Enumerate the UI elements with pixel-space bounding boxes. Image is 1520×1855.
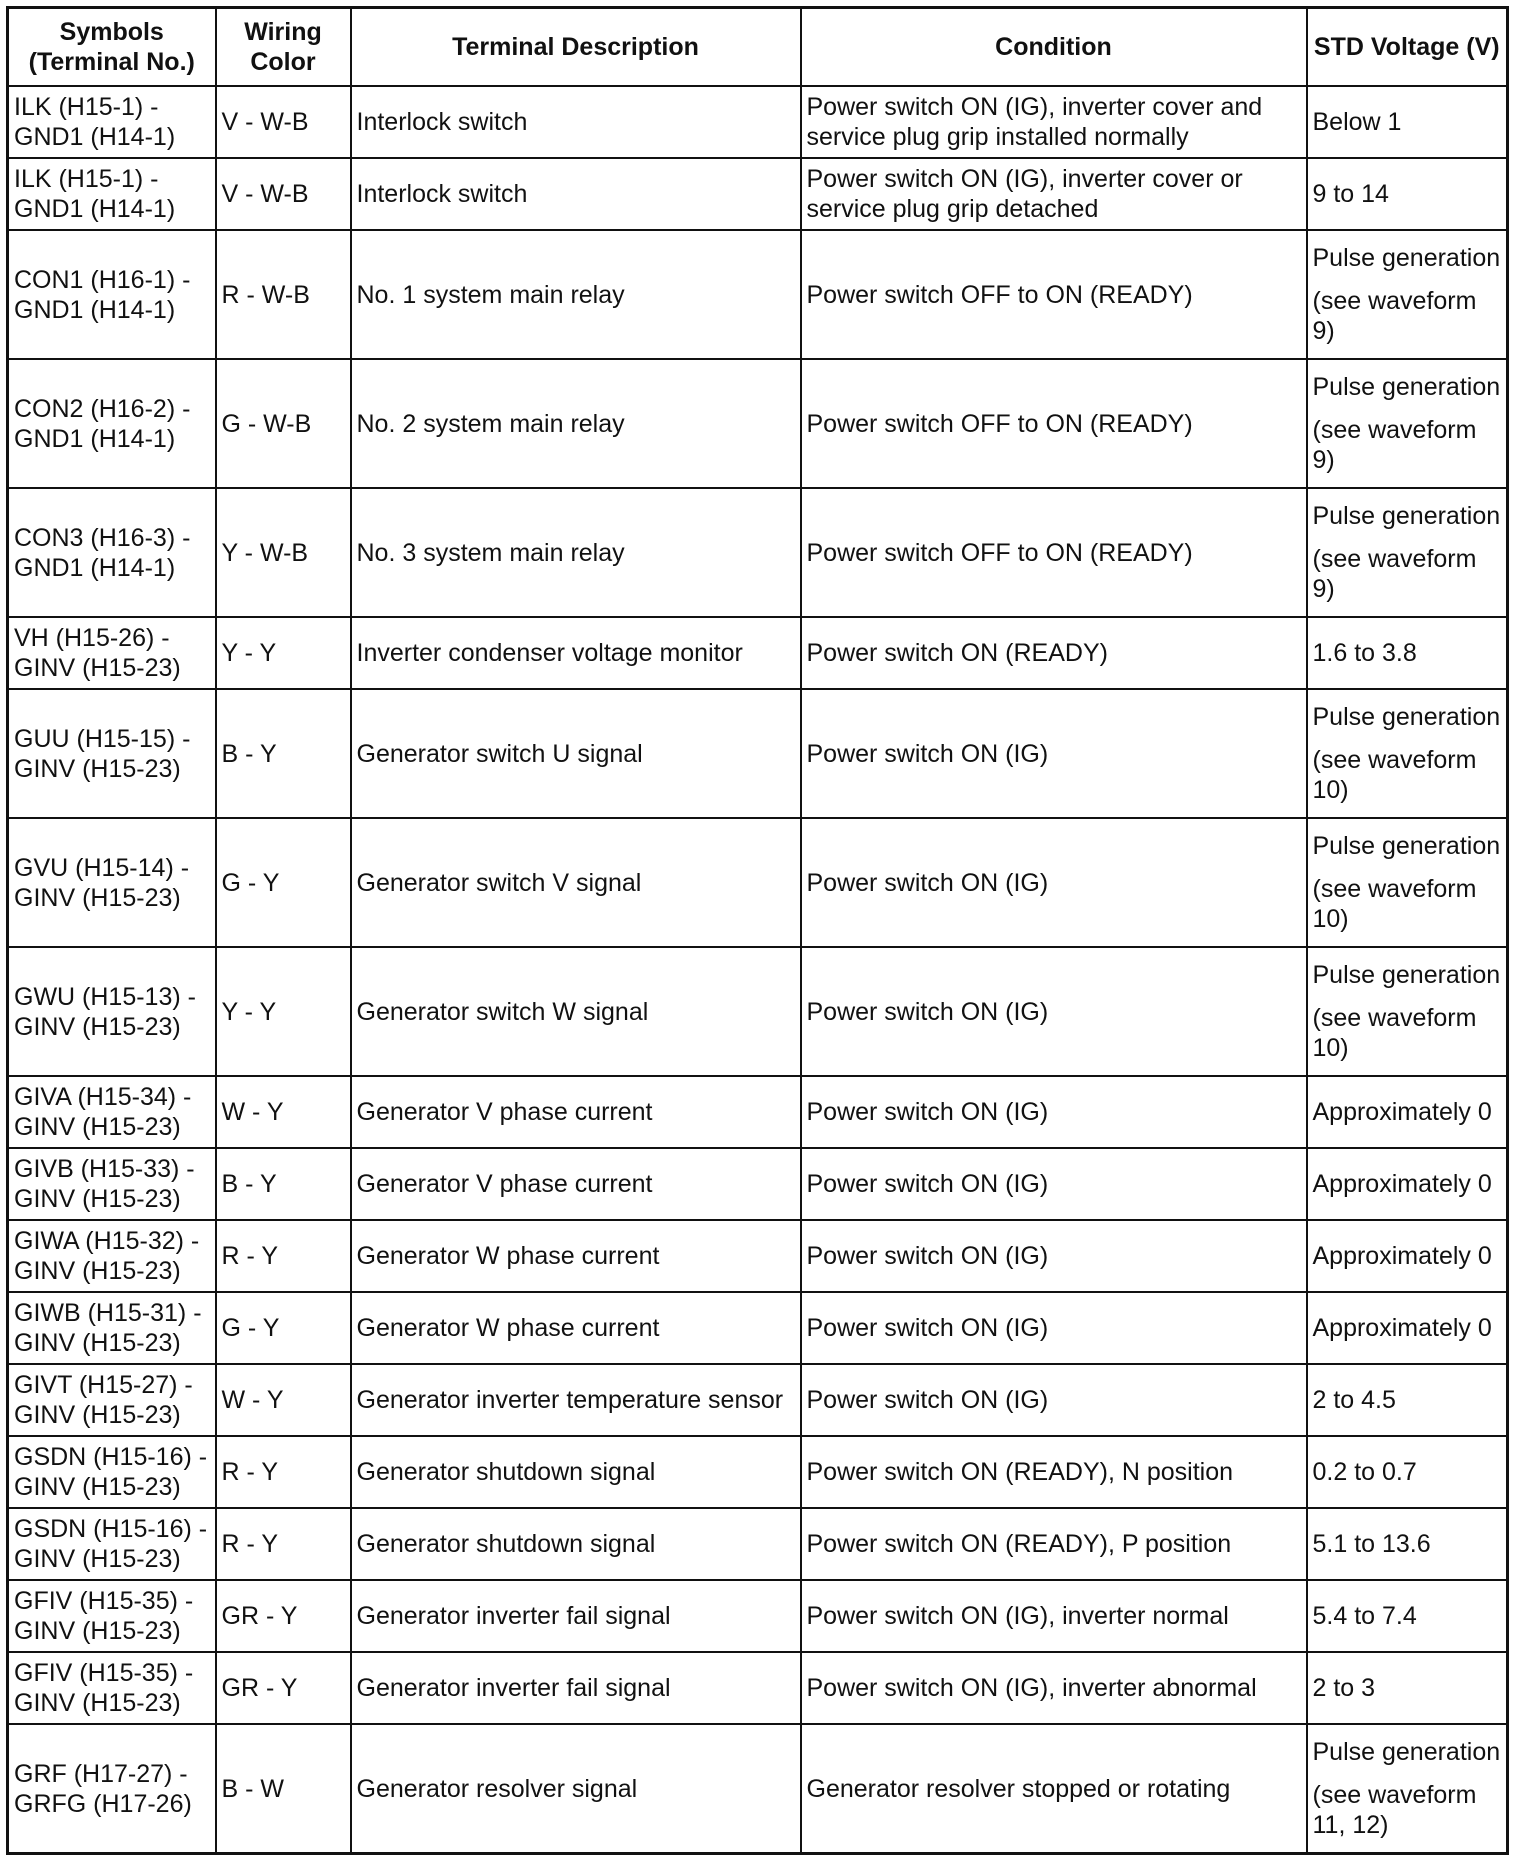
cell-symbols xyxy=(8,617,216,689)
table-row xyxy=(8,1220,1508,1292)
table-row xyxy=(8,1364,1508,1436)
symbol-ground: GINV (H15-23) xyxy=(14,1257,181,1285)
table-row xyxy=(8,86,1508,158)
cell-symbols xyxy=(8,230,216,359)
header-wiring-line1: Wiring xyxy=(244,18,322,46)
table-row xyxy=(8,818,1508,947)
cell-wiring-color: Y - Y xyxy=(216,947,351,1076)
cell-condition: Power switch OFF to ON (READY) xyxy=(801,230,1307,359)
symbol-terminal: GRF (H17-27) - xyxy=(14,1759,188,1788)
symbol-ground: GINV (H15-23) xyxy=(14,1545,181,1573)
cell-condition: Power switch ON (IG), inverter cover or service plug grip detached xyxy=(801,158,1307,230)
cell-condition: Power switch ON (IG) xyxy=(801,689,1307,818)
cell-voltage xyxy=(1307,488,1508,617)
table-row xyxy=(8,947,1508,1076)
cell-symbols xyxy=(8,86,216,158)
symbol-ground: GINV (H15-23) xyxy=(14,1329,181,1357)
cell-description: Generator resolver signal xyxy=(351,1724,801,1854)
cell-symbols xyxy=(8,1292,216,1364)
symbol-terminal: GIVT (H15-27) - xyxy=(14,1371,193,1399)
symbol-ground: GND1 (H14-1) xyxy=(14,123,176,151)
cell-condition: Power switch ON (IG) xyxy=(801,947,1307,1076)
cell-wiring-color: R - Y xyxy=(216,1220,351,1292)
cell-description: Generator switch V signal xyxy=(351,818,801,947)
cell-voltage: 5.1 to 13.6 xyxy=(1307,1508,1508,1580)
voltage-waveform-note: (see waveform 9) xyxy=(1312,287,1477,345)
cell-condition: Power switch ON (IG), inverter cover and service plug grip installed normally xyxy=(801,86,1307,158)
cell-voltage: 2 to 4.5 xyxy=(1307,1364,1508,1436)
symbol-terminal: CON2 (H16-2) - xyxy=(14,394,191,423)
terminal-table xyxy=(6,6,1509,1855)
table-row xyxy=(8,1436,1508,1508)
cell-symbols xyxy=(8,1220,216,1292)
cell-wiring-color: G - Y xyxy=(216,1292,351,1364)
cell-description: Interlock switch xyxy=(351,86,801,158)
symbol-ground: GINV (H15-23) xyxy=(14,654,181,682)
cell-wiring-color: B - Y xyxy=(216,689,351,818)
table-row xyxy=(8,1652,1508,1724)
voltage-value: Pulse generation xyxy=(1312,961,1501,989)
table-row xyxy=(8,689,1508,818)
table-body xyxy=(8,86,1508,1854)
symbol-ground: GINV (H15-23) xyxy=(14,1185,181,1213)
header-condition: Condition xyxy=(801,8,1307,87)
symbol-terminal: VH (H15-26) - xyxy=(14,624,170,652)
cell-wiring-color: W - Y xyxy=(216,1364,351,1436)
cell-voltage: 9 to 14 xyxy=(1307,158,1508,230)
cell-description: Generator inverter fail signal xyxy=(351,1652,801,1724)
cell-symbols xyxy=(8,1580,216,1652)
header-description: Terminal Description xyxy=(351,8,801,87)
terminal-table-container xyxy=(6,6,1506,1855)
cell-condition: Power switch ON (IG) xyxy=(801,1364,1307,1436)
cell-condition: Power switch ON (IG), inverter abnormal xyxy=(801,1652,1307,1724)
cell-symbols xyxy=(8,1148,216,1220)
header-wiring-line2: Color xyxy=(250,48,316,76)
voltage-waveform-note: (see waveform 9) xyxy=(1312,416,1477,474)
cell-condition: Power switch ON (IG) xyxy=(801,1292,1307,1364)
cell-voltage: 0.2 to 0.7 xyxy=(1307,1436,1508,1508)
symbol-ground: GND1 (H14-1) xyxy=(14,195,176,223)
cell-voltage: Approximately 0 xyxy=(1307,1292,1508,1364)
cell-description: Generator shutdown signal xyxy=(351,1508,801,1580)
cell-description: Generator shutdown signal xyxy=(351,1436,801,1508)
voltage-waveform-note: (see waveform 10) xyxy=(1312,1004,1477,1062)
table-row xyxy=(8,359,1508,488)
cell-voltage: 2 to 3 xyxy=(1307,1652,1508,1724)
symbol-ground: GND1 (H14-1) xyxy=(14,424,176,453)
cell-voltage xyxy=(1307,689,1508,818)
symbol-terminal: GFIV (H15-35) - xyxy=(14,1587,194,1615)
cell-voltage: Approximately 0 xyxy=(1307,1148,1508,1220)
cell-condition: Power switch ON (IG), inverter normal xyxy=(801,1580,1307,1652)
cell-condition: Power switch ON (IG) xyxy=(801,1148,1307,1220)
cell-condition: Power switch ON (READY), P position xyxy=(801,1508,1307,1580)
cell-description: No. 3 system main relay xyxy=(351,488,801,617)
cell-condition: Power switch ON (IG) xyxy=(801,818,1307,947)
table-row xyxy=(8,617,1508,689)
header-voltage: STD Voltage (V) xyxy=(1307,8,1508,87)
voltage-waveform-note: (see waveform 9) xyxy=(1312,545,1477,603)
voltage-waveform-note: (see waveform 10) xyxy=(1312,746,1477,804)
cell-condition: Power switch OFF to ON (READY) xyxy=(801,359,1307,488)
symbol-terminal: GIVB (H15-33) - xyxy=(14,1155,195,1183)
cell-voltage xyxy=(1307,947,1508,1076)
cell-condition: Power switch ON (IG) xyxy=(801,1076,1307,1148)
cell-voltage xyxy=(1307,1724,1508,1854)
voltage-value: Pulse generation xyxy=(1312,832,1501,860)
cell-wiring-color: G - Y xyxy=(216,818,351,947)
header-symbols-line2: (Terminal No.) xyxy=(28,48,195,76)
table-row xyxy=(8,1580,1508,1652)
cell-wiring-color: V - W-B xyxy=(216,86,351,158)
cell-description: Interlock switch xyxy=(351,158,801,230)
symbol-ground: GINV (H15-23) xyxy=(14,754,181,783)
cell-symbols xyxy=(8,488,216,617)
voltage-value: Pulse generation xyxy=(1312,703,1501,731)
cell-wiring-color: R - W-B xyxy=(216,230,351,359)
cell-condition: Power switch ON (READY) xyxy=(801,617,1307,689)
cell-description: Generator switch W signal xyxy=(351,947,801,1076)
symbol-terminal: GIWA (H15-32) - xyxy=(14,1227,200,1255)
cell-description: Generator inverter temperature sensor xyxy=(351,1364,801,1436)
table-row xyxy=(8,1148,1508,1220)
voltage-value: Pulse generation xyxy=(1312,502,1501,530)
symbol-terminal: GSDN (H15-16) - xyxy=(14,1443,208,1471)
cell-wiring-color: R - Y xyxy=(216,1508,351,1580)
cell-wiring-color: Y - W-B xyxy=(216,488,351,617)
cell-description: No. 2 system main relay xyxy=(351,359,801,488)
symbol-terminal: GIVA (H15-34) - xyxy=(14,1083,192,1111)
symbol-terminal: CON3 (H16-3) - xyxy=(14,523,191,552)
table-row xyxy=(8,488,1508,617)
cell-wiring-color: GR - Y xyxy=(216,1652,351,1724)
header-symbols xyxy=(8,8,216,87)
cell-voltage xyxy=(1307,818,1508,947)
symbol-terminal: GFIV (H15-35) - xyxy=(14,1659,194,1687)
cell-condition: Power switch ON (IG) xyxy=(801,1220,1307,1292)
symbol-terminal: CON1 (H16-1) - xyxy=(14,265,191,294)
cell-symbols xyxy=(8,1076,216,1148)
cell-voltage: 5.4 to 7.4 xyxy=(1307,1580,1508,1652)
cell-wiring-color: B - Y xyxy=(216,1148,351,1220)
cell-symbols xyxy=(8,1508,216,1580)
header-wiring xyxy=(216,8,351,87)
cell-description: Generator W phase current xyxy=(351,1220,801,1292)
table-row xyxy=(8,158,1508,230)
symbol-ground: GRFG (H17-26) xyxy=(14,1789,192,1818)
cell-voltage: Approximately 0 xyxy=(1307,1220,1508,1292)
cell-symbols xyxy=(8,1364,216,1436)
symbol-ground: GINV (H15-23) xyxy=(14,1473,181,1501)
cell-symbols xyxy=(8,947,216,1076)
cell-voltage: 1.6 to 3.8 xyxy=(1307,617,1508,689)
table-row xyxy=(8,230,1508,359)
cell-description: Generator switch U signal xyxy=(351,689,801,818)
table-row xyxy=(8,1724,1508,1854)
table-row xyxy=(8,1508,1508,1580)
cell-symbols xyxy=(8,1652,216,1724)
cell-description: Generator W phase current xyxy=(351,1292,801,1364)
voltage-value: Pulse generation xyxy=(1312,244,1501,272)
voltage-waveform-note: (see waveform 11, 12) xyxy=(1312,1781,1477,1839)
cell-condition: Generator resolver stopped or rotating xyxy=(801,1724,1307,1854)
cell-condition: Power switch OFF to ON (READY) xyxy=(801,488,1307,617)
voltage-value: Pulse generation xyxy=(1312,373,1501,401)
cell-description: Inverter condenser voltage monitor xyxy=(351,617,801,689)
symbol-ground: GINV (H15-23) xyxy=(14,1012,181,1041)
cell-symbols xyxy=(8,689,216,818)
symbol-terminal: GWU (H15-13) - xyxy=(14,982,196,1011)
symbol-ground: GND1 (H14-1) xyxy=(14,553,176,582)
cell-wiring-color: W - Y xyxy=(216,1076,351,1148)
symbol-ground: GND1 (H14-1) xyxy=(14,295,176,324)
symbol-ground: GINV (H15-23) xyxy=(14,883,181,912)
symbol-ground: GINV (H15-23) xyxy=(14,1689,181,1717)
symbol-terminal: ILK (H15-1) - xyxy=(14,165,159,193)
cell-description: Generator V phase current xyxy=(351,1148,801,1220)
cell-voltage xyxy=(1307,359,1508,488)
cell-symbols xyxy=(8,1436,216,1508)
cell-symbols xyxy=(8,818,216,947)
cell-symbols xyxy=(8,158,216,230)
cell-wiring-color: R - Y xyxy=(216,1436,351,1508)
symbol-ground: GINV (H15-23) xyxy=(14,1113,181,1141)
symbol-terminal: GIWB (H15-31) - xyxy=(14,1299,202,1327)
cell-wiring-color: Y - Y xyxy=(216,617,351,689)
cell-symbols xyxy=(8,359,216,488)
cell-description: No. 1 system main relay xyxy=(351,230,801,359)
cell-description: Generator inverter fail signal xyxy=(351,1580,801,1652)
voltage-value: Pulse generation xyxy=(1312,1738,1501,1766)
symbol-ground: GINV (H15-23) xyxy=(14,1401,181,1429)
table-row xyxy=(8,1292,1508,1364)
cell-wiring-color: B - W xyxy=(216,1724,351,1854)
table-row xyxy=(8,1076,1508,1148)
symbol-terminal: GSDN (H15-16) - xyxy=(14,1515,208,1543)
cell-voltage xyxy=(1307,230,1508,359)
header-row xyxy=(8,8,1508,87)
symbol-terminal: ILK (H15-1) - xyxy=(14,93,159,121)
cell-voltage: Below 1 xyxy=(1307,86,1508,158)
cell-voltage: Approximately 0 xyxy=(1307,1076,1508,1148)
cell-condition: Power switch ON (READY), N position xyxy=(801,1436,1307,1508)
cell-description: Generator V phase current xyxy=(351,1076,801,1148)
cell-wiring-color: G - W-B xyxy=(216,359,351,488)
header-symbols-line1: Symbols xyxy=(59,18,164,46)
voltage-waveform-note: (see waveform 10) xyxy=(1312,875,1477,933)
symbol-ground: GINV (H15-23) xyxy=(14,1617,181,1645)
symbol-terminal: GVU (H15-14) - xyxy=(14,853,190,882)
cell-wiring-color: GR - Y xyxy=(216,1580,351,1652)
cell-wiring-color: V - W-B xyxy=(216,158,351,230)
cell-symbols xyxy=(8,1724,216,1854)
symbol-terminal: GUU (H15-15) - xyxy=(14,724,191,753)
